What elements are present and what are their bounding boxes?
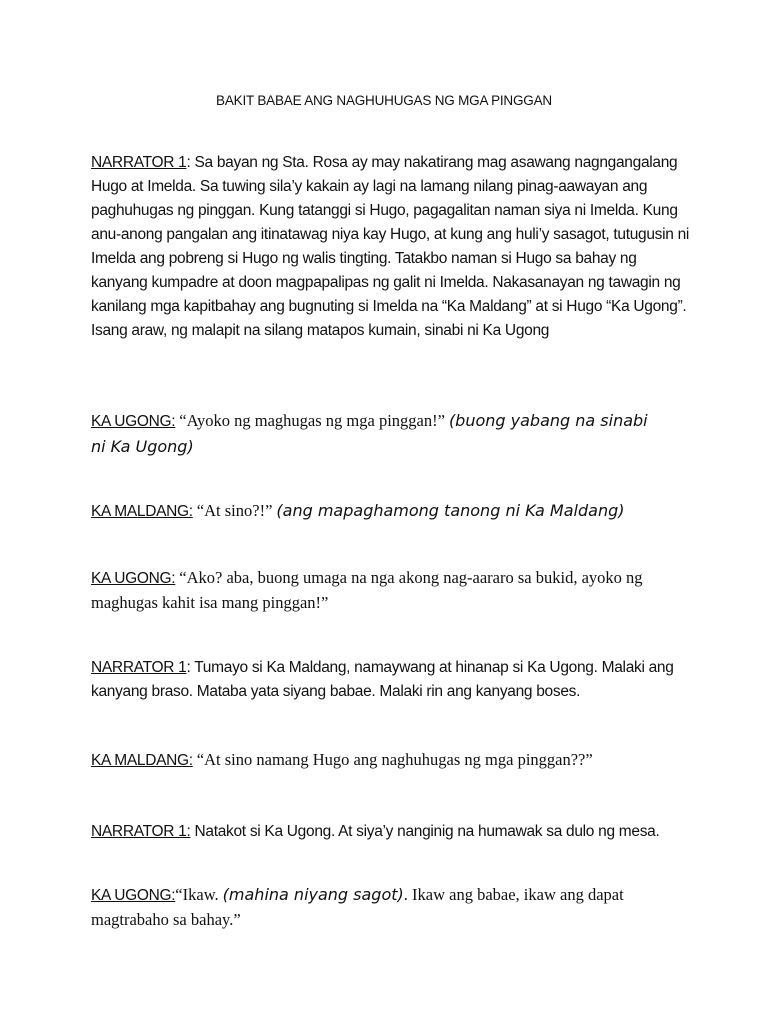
dialogue-line-4 [91, 748, 691, 773]
narration-paragraph-3 [91, 815, 691, 849]
document-title: BAKIT BABAE ANG NAGHUHUGAS NG MGA PINGGAN [216, 93, 552, 108]
stage-direction: (ang mapaghamong tanong ni Ka Maldang) [276, 501, 625, 520]
narration-text: Tumayo si Ka Maldang, namaywang at hinanap si Ka Ugong. Malaki ang kanyang braso. Mataba yata siyang babae. Malaki rin ang kanyang boses. [91, 659, 674, 700]
speaker-label: NARRATOR 1 [91, 154, 187, 171]
dialogue-quote: “Ayoko ng maghugas ng mga pinggan!” [179, 411, 445, 430]
speaker-label: KA MALDANG: [91, 752, 193, 769]
speaker-label: KA UGONG: [91, 413, 176, 430]
dialogue-quote: “Ako? aba, buong umaga na nga akong nag-aararo sa bukid, ayoko ng maghugas kahit isa mang pinggan!” [91, 568, 643, 612]
speaker-label: KA UGONG: [91, 887, 176, 904]
dialogue-line-2 [91, 499, 711, 524]
dialogue-quote: “At sino?!” [196, 501, 273, 520]
narration-paragraph-2 [91, 656, 691, 704]
dialogue-line-1 [91, 408, 651, 460]
dialogue-line-3 [91, 566, 691, 615]
narration-text: Natakot si Ka Ugong. At siya’y nanginig na humawak sa dulo ng mesa. [194, 823, 660, 840]
dialogue-quote: “Ikaw. [175, 885, 219, 904]
separator: : [186, 154, 195, 171]
dialogue-line-5 [91, 883, 681, 933]
stage-direction: (mahina niyang sagot) [222, 885, 404, 904]
narration-paragraph-1 [91, 151, 691, 343]
dialogue-quote: “At sino namang Hugo ang naghuhugas ng mga pinggan??” [196, 750, 593, 769]
speaker-label: NARRATOR 1 [91, 659, 187, 676]
narration-text: Sa bayan ng Sta. Rosa ay may nakatirang mag asawang nagngangalang Hugo at Imelda. Sa tuwing sila’y kakain ay lagi na lamang nilang pinag-aawayan ang paghuhugas ng pinggan. Kung tatanggi si Hugo, pagagalitan naman siya ni Imelda. Kung anu-anong pangalan ang itinatawag niya kay Hugo, at kung ang huli’y sasagot, tutugusin ni Imelda ang pobreng si Hugo ng walis tingting. Tatakbo naman si Hugo sa bahay ng kanyang kumpadre at doon magpapalipas ng galit ni Imelda. Nakasanayan ng tawagin ng kanilang mga kapitbahay ang bugnuting si Imelda na “Ka Maldang” at si Hugo “Ka Ugong”. Isang araw, ng malapit na silang matapos kumain, sinabi ni Ka Ugong [91, 154, 690, 339]
speaker-label: KA UGONG: [91, 570, 176, 587]
separator: : [186, 659, 195, 676]
dialogue-quote-continued: . Ikaw ang babae, ikaw ang dapat magtrabaho sa bahay.” [91, 885, 624, 929]
speaker-label: KA MALDANG: [91, 503, 193, 520]
speaker-label: NARRATOR 1: [91, 823, 191, 840]
stage-direction: (buong yabang na sinabi ni Ka Ugong) [91, 411, 648, 456]
